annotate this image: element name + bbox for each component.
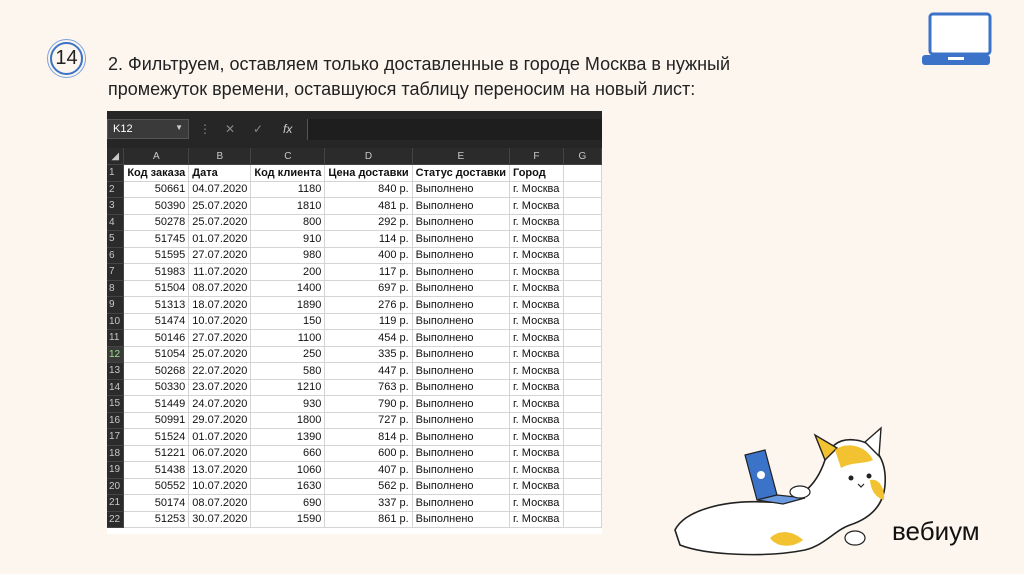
table-cell[interactable]: 51474 (124, 313, 189, 330)
table-cell[interactable]: 861 р. (325, 511, 412, 528)
table-cell[interactable]: 11.07.2020 (189, 264, 251, 281)
table-cell[interactable] (563, 495, 601, 512)
table-cell[interactable] (563, 511, 601, 528)
header-cell[interactable]: Код клиента (251, 165, 325, 182)
column-header[interactable]: E (412, 148, 509, 165)
table-cell[interactable]: 50390 (124, 198, 189, 215)
table-cell[interactable]: 1400 (251, 280, 325, 297)
table-cell[interactable]: 29.07.2020 (189, 412, 251, 429)
table-cell[interactable]: 1890 (251, 297, 325, 314)
table-cell[interactable]: 10.07.2020 (189, 313, 251, 330)
enter-icon[interactable]: ✓ (253, 122, 264, 136)
table-cell[interactable]: 50661 (124, 181, 189, 198)
table-cell[interactable]: 51438 (124, 462, 189, 479)
excel-sheet (107, 111, 602, 534)
table-cell[interactable]: 25.07.2020 (189, 198, 251, 215)
table-cell[interactable]: Выполнено (412, 462, 509, 479)
table-cell[interactable]: 697 р. (325, 280, 412, 297)
table-cell[interactable]: 1180 (251, 181, 325, 198)
table-cell[interactable]: Выполнено (412, 346, 509, 363)
table-cell[interactable]: 1390 (251, 429, 325, 446)
row-header[interactable]: 5 (107, 231, 124, 248)
table-cell[interactable]: 119 р. (325, 313, 412, 330)
table-cell[interactable]: г. Москва (510, 495, 564, 512)
table-cell[interactable]: Выполнено (412, 280, 509, 297)
row-header[interactable]: 1 (107, 165, 124, 182)
table-cell[interactable]: Выполнено (412, 231, 509, 248)
table-cell[interactable] (563, 297, 601, 314)
table-cell[interactable]: 51983 (124, 264, 189, 281)
table-row (107, 264, 602, 281)
row-header[interactable]: 14 (107, 379, 124, 396)
table-row (107, 445, 602, 462)
table-cell[interactable]: 481 р. (325, 198, 412, 215)
header-cell[interactable]: Город (510, 165, 564, 182)
table-cell[interactable] (563, 412, 601, 429)
table-cell[interactable]: 01.07.2020 (189, 231, 251, 248)
chevron-down-icon[interactable]: ▼ (175, 123, 183, 132)
header-cell[interactable] (563, 165, 601, 182)
table-cell[interactable]: 200 (251, 264, 325, 281)
table-cell[interactable]: Выполнено (412, 313, 509, 330)
table-cell[interactable]: Выполнено (412, 445, 509, 462)
table-cell[interactable]: г. Москва (510, 214, 564, 231)
table-cell[interactable]: 790 р. (325, 396, 412, 413)
row-header[interactable]: 15 (107, 396, 124, 413)
table-cell[interactable]: 150 (251, 313, 325, 330)
table-cell[interactable]: Выполнено (412, 396, 509, 413)
table-cell[interactable]: 30.07.2020 (189, 511, 251, 528)
table-cell[interactable]: г. Москва (510, 198, 564, 215)
table-cell[interactable]: 08.07.2020 (189, 280, 251, 297)
table-cell[interactable]: 50174 (124, 495, 189, 512)
table-cell[interactable]: г. Москва (510, 445, 564, 462)
table-cell[interactable]: 1800 (251, 412, 325, 429)
cancel-icon[interactable]: ✕ (225, 122, 236, 136)
table-row (107, 495, 602, 512)
column-header-row (107, 148, 602, 165)
table-cell[interactable]: 114 р. (325, 231, 412, 248)
table-cell[interactable]: 910 (251, 231, 325, 248)
row-header[interactable]: 19 (107, 462, 124, 479)
function-icon[interactable]: fx (283, 122, 293, 136)
formula-bar (107, 111, 602, 148)
row-header[interactable]: 9 (107, 297, 124, 314)
header-cell[interactable]: Цена доставки (325, 165, 412, 182)
table-cell[interactable] (563, 247, 601, 264)
table-cell[interactable]: 1060 (251, 462, 325, 479)
table-cell[interactable] (563, 231, 601, 248)
table-cell[interactable]: г. Москва (510, 280, 564, 297)
table-cell[interactable]: 50146 (124, 330, 189, 347)
row-header[interactable]: 12 (107, 346, 124, 363)
table-row (107, 511, 602, 528)
select-all-corner[interactable]: ◢ (107, 148, 124, 165)
column-header[interactable]: A (124, 148, 189, 165)
table-cell[interactable] (563, 346, 601, 363)
table-cell[interactable]: Выполнено (412, 297, 509, 314)
table-cell[interactable]: 407 р. (325, 462, 412, 479)
row-header[interactable]: 20 (107, 478, 124, 495)
table-cell[interactable]: 51745 (124, 231, 189, 248)
table-cell[interactable]: Выполнено (412, 214, 509, 231)
table-cell[interactable]: г. Москва (510, 313, 564, 330)
table-cell[interactable]: 292 р. (325, 214, 412, 231)
table-cell[interactable]: г. Москва (510, 346, 564, 363)
table-row (107, 330, 602, 347)
table-row (107, 280, 602, 297)
table-cell[interactable]: Выполнено (412, 412, 509, 429)
table-cell[interactable]: Выполнено (412, 429, 509, 446)
table-cell[interactable] (563, 264, 601, 281)
table-cell[interactable]: Выполнено (412, 511, 509, 528)
table-cell[interactable]: 276 р. (325, 297, 412, 314)
row-header[interactable]: 3 (107, 198, 124, 215)
table-cell[interactable]: 400 р. (325, 247, 412, 264)
table-cell[interactable]: 23.07.2020 (189, 379, 251, 396)
column-header[interactable]: F (510, 148, 564, 165)
table-cell[interactable]: 08.07.2020 (189, 495, 251, 512)
table-cell[interactable]: 763 р. (325, 379, 412, 396)
table-row (107, 247, 602, 264)
table-cell[interactable]: г. Москва (510, 247, 564, 264)
table-row (107, 313, 602, 330)
table-cell[interactable]: г. Москва (510, 462, 564, 479)
table-cell[interactable]: 51313 (124, 297, 189, 314)
name-box-value: K12 (113, 123, 133, 135)
table-cell[interactable]: 727 р. (325, 412, 412, 429)
table-row (107, 412, 602, 429)
table-row (107, 462, 602, 479)
table-cell[interactable]: 50278 (124, 214, 189, 231)
table-cell[interactable]: 50330 (124, 379, 189, 396)
table-cell[interactable] (563, 198, 601, 215)
row-header[interactable]: 22 (107, 511, 124, 528)
table-cell[interactable]: 25.07.2020 (189, 346, 251, 363)
row-header[interactable]: 13 (107, 363, 124, 380)
table-cell[interactable]: 51504 (124, 280, 189, 297)
table-cell[interactable]: 25.07.2020 (189, 214, 251, 231)
table-row (107, 297, 602, 314)
table-cell[interactable]: Выполнено (412, 478, 509, 495)
table-cell[interactable]: 51449 (124, 396, 189, 413)
table-cell[interactable]: 600 р. (325, 445, 412, 462)
table-cell[interactable]: 562 р. (325, 478, 412, 495)
cat-illustration (665, 420, 890, 560)
table-cell[interactable]: 800 (251, 214, 325, 231)
table-cell[interactable]: 1630 (251, 478, 325, 495)
table-cell[interactable]: 580 (251, 363, 325, 380)
table-row (107, 429, 602, 446)
table-cell[interactable]: 50552 (124, 478, 189, 495)
table-cell[interactable]: 1590 (251, 511, 325, 528)
table-row (107, 379, 602, 396)
table-cell[interactable]: Выполнено (412, 198, 509, 215)
table-cell[interactable] (563, 478, 601, 495)
table-row (107, 363, 602, 380)
column-header[interactable]: D (325, 148, 412, 165)
formula-input[interactable] (307, 119, 602, 140)
row-header[interactable]: 18 (107, 445, 124, 462)
table-cell[interactable] (563, 214, 601, 231)
column-header[interactable]: G (563, 148, 601, 165)
table-row (107, 346, 602, 363)
table-cell[interactable]: 50991 (124, 412, 189, 429)
table-cell[interactable]: 980 (251, 247, 325, 264)
table-cell[interactable]: 1810 (251, 198, 325, 215)
spreadsheet-grid (107, 148, 602, 528)
laptop-icon (920, 12, 992, 68)
table-cell[interactable]: г. Москва (510, 511, 564, 528)
table-row (107, 478, 602, 495)
row-header[interactable]: 11 (107, 330, 124, 347)
table-cell[interactable]: 27.07.2020 (189, 330, 251, 347)
column-header[interactable]: B (189, 148, 251, 165)
table-cell[interactable]: 50268 (124, 363, 189, 380)
table-cell[interactable]: г. Москва (510, 412, 564, 429)
table-cell[interactable]: г. Москва (510, 379, 564, 396)
table-cell[interactable]: 117 р. (325, 264, 412, 281)
table-cell[interactable] (563, 445, 601, 462)
table-row (107, 181, 602, 198)
table-cell[interactable]: 250 (251, 346, 325, 363)
table-cell[interactable]: 06.07.2020 (189, 445, 251, 462)
table-cell[interactable]: 930 (251, 396, 325, 413)
table-cell[interactable]: Выполнено (412, 495, 509, 512)
table-cell[interactable] (563, 379, 601, 396)
table-cell[interactable]: 660 (251, 445, 325, 462)
table-cell[interactable] (563, 181, 601, 198)
table-cell[interactable]: г. Москва (510, 231, 564, 248)
table-cell[interactable]: 10.07.2020 (189, 478, 251, 495)
table-cell[interactable]: Выполнено (412, 181, 509, 198)
table-cell[interactable]: 24.07.2020 (189, 396, 251, 413)
table-cell[interactable]: Выполнено (412, 363, 509, 380)
slide-heading: 2. Фильтруем, оставляем только доставленные в городе Москва в нужный промежуток времени, оставшуюся таблицу переносим на новый лист: (108, 54, 731, 99)
table-cell[interactable]: 335 р. (325, 346, 412, 363)
table-cell[interactable]: г. Москва (510, 396, 564, 413)
table-cell[interactable]: 51524 (124, 429, 189, 446)
menu-dots-icon[interactable]: ⋮ (199, 122, 211, 136)
name-box[interactable] (107, 119, 189, 139)
row-header[interactable]: 8 (107, 280, 124, 297)
table-cell[interactable]: 1210 (251, 379, 325, 396)
table-header-row (107, 165, 602, 182)
table-cell[interactable]: Выполнено (412, 330, 509, 347)
table-cell[interactable]: г. Москва (510, 363, 564, 380)
table-cell[interactable]: Выполнено (412, 264, 509, 281)
row-header[interactable]: 4 (107, 214, 124, 231)
row-header[interactable]: 6 (107, 247, 124, 264)
slide-number: 14 (55, 47, 78, 69)
row-header[interactable]: 17 (107, 429, 124, 446)
table-row (107, 396, 602, 413)
table-cell[interactable] (563, 280, 601, 297)
table-cell[interactable]: 18.07.2020 (189, 297, 251, 314)
table-cell[interactable]: 840 р. (325, 181, 412, 198)
header-cell[interactable]: Статус доставки (412, 165, 509, 182)
row-header[interactable]: 7 (107, 264, 124, 281)
column-header[interactable]: C (251, 148, 325, 165)
table-cell[interactable]: Выполнено (412, 247, 509, 264)
table-cell[interactable]: 454 р. (325, 330, 412, 347)
table-cell[interactable] (563, 429, 601, 446)
row-header[interactable]: 10 (107, 313, 124, 330)
table-cell[interactable]: 27.07.2020 (189, 247, 251, 264)
table-cell[interactable]: 51054 (124, 346, 189, 363)
table-cell[interactable]: 51595 (124, 247, 189, 264)
table-row (107, 231, 602, 248)
table-cell[interactable] (563, 396, 601, 413)
table-cell[interactable]: Выполнено (412, 379, 509, 396)
table-cell[interactable] (563, 313, 601, 330)
table-cell[interactable] (563, 330, 601, 347)
table-cell[interactable]: 13.07.2020 (189, 462, 251, 479)
table-cell[interactable]: 22.07.2020 (189, 363, 251, 380)
table-cell[interactable]: 51253 (124, 511, 189, 528)
table-cell[interactable]: 01.07.2020 (189, 429, 251, 446)
row-header[interactable]: 16 (107, 412, 124, 429)
header-cell[interactable]: Код заказа (124, 165, 189, 182)
brand-logo: вебиум (892, 516, 980, 546)
header-cell[interactable]: Дата (189, 165, 251, 182)
table-cell[interactable]: 04.07.2020 (189, 181, 251, 198)
row-header[interactable]: 21 (107, 495, 124, 512)
table-cell[interactable] (563, 363, 601, 380)
table-cell[interactable]: г. Москва (510, 297, 564, 314)
table-cell[interactable]: г. Москва (510, 478, 564, 495)
table-cell[interactable]: г. Москва (510, 181, 564, 198)
table-row (107, 198, 602, 215)
table-cell[interactable]: 51221 (124, 445, 189, 462)
table-cell[interactable]: 814 р. (325, 429, 412, 446)
table-cell[interactable]: 337 р. (325, 495, 412, 512)
table-cell[interactable]: 1100 (251, 330, 325, 347)
table-cell[interactable]: 690 (251, 495, 325, 512)
table-cell[interactable]: 447 р. (325, 363, 412, 380)
table-cell[interactable]: г. Москва (510, 429, 564, 446)
table-cell[interactable] (563, 462, 601, 479)
slide-number-badge (50, 42, 83, 75)
table-cell[interactable]: г. Москва (510, 264, 564, 281)
row-header[interactable]: 2 (107, 181, 124, 198)
table-cell[interactable]: г. Москва (510, 330, 564, 347)
table-row (107, 214, 602, 231)
